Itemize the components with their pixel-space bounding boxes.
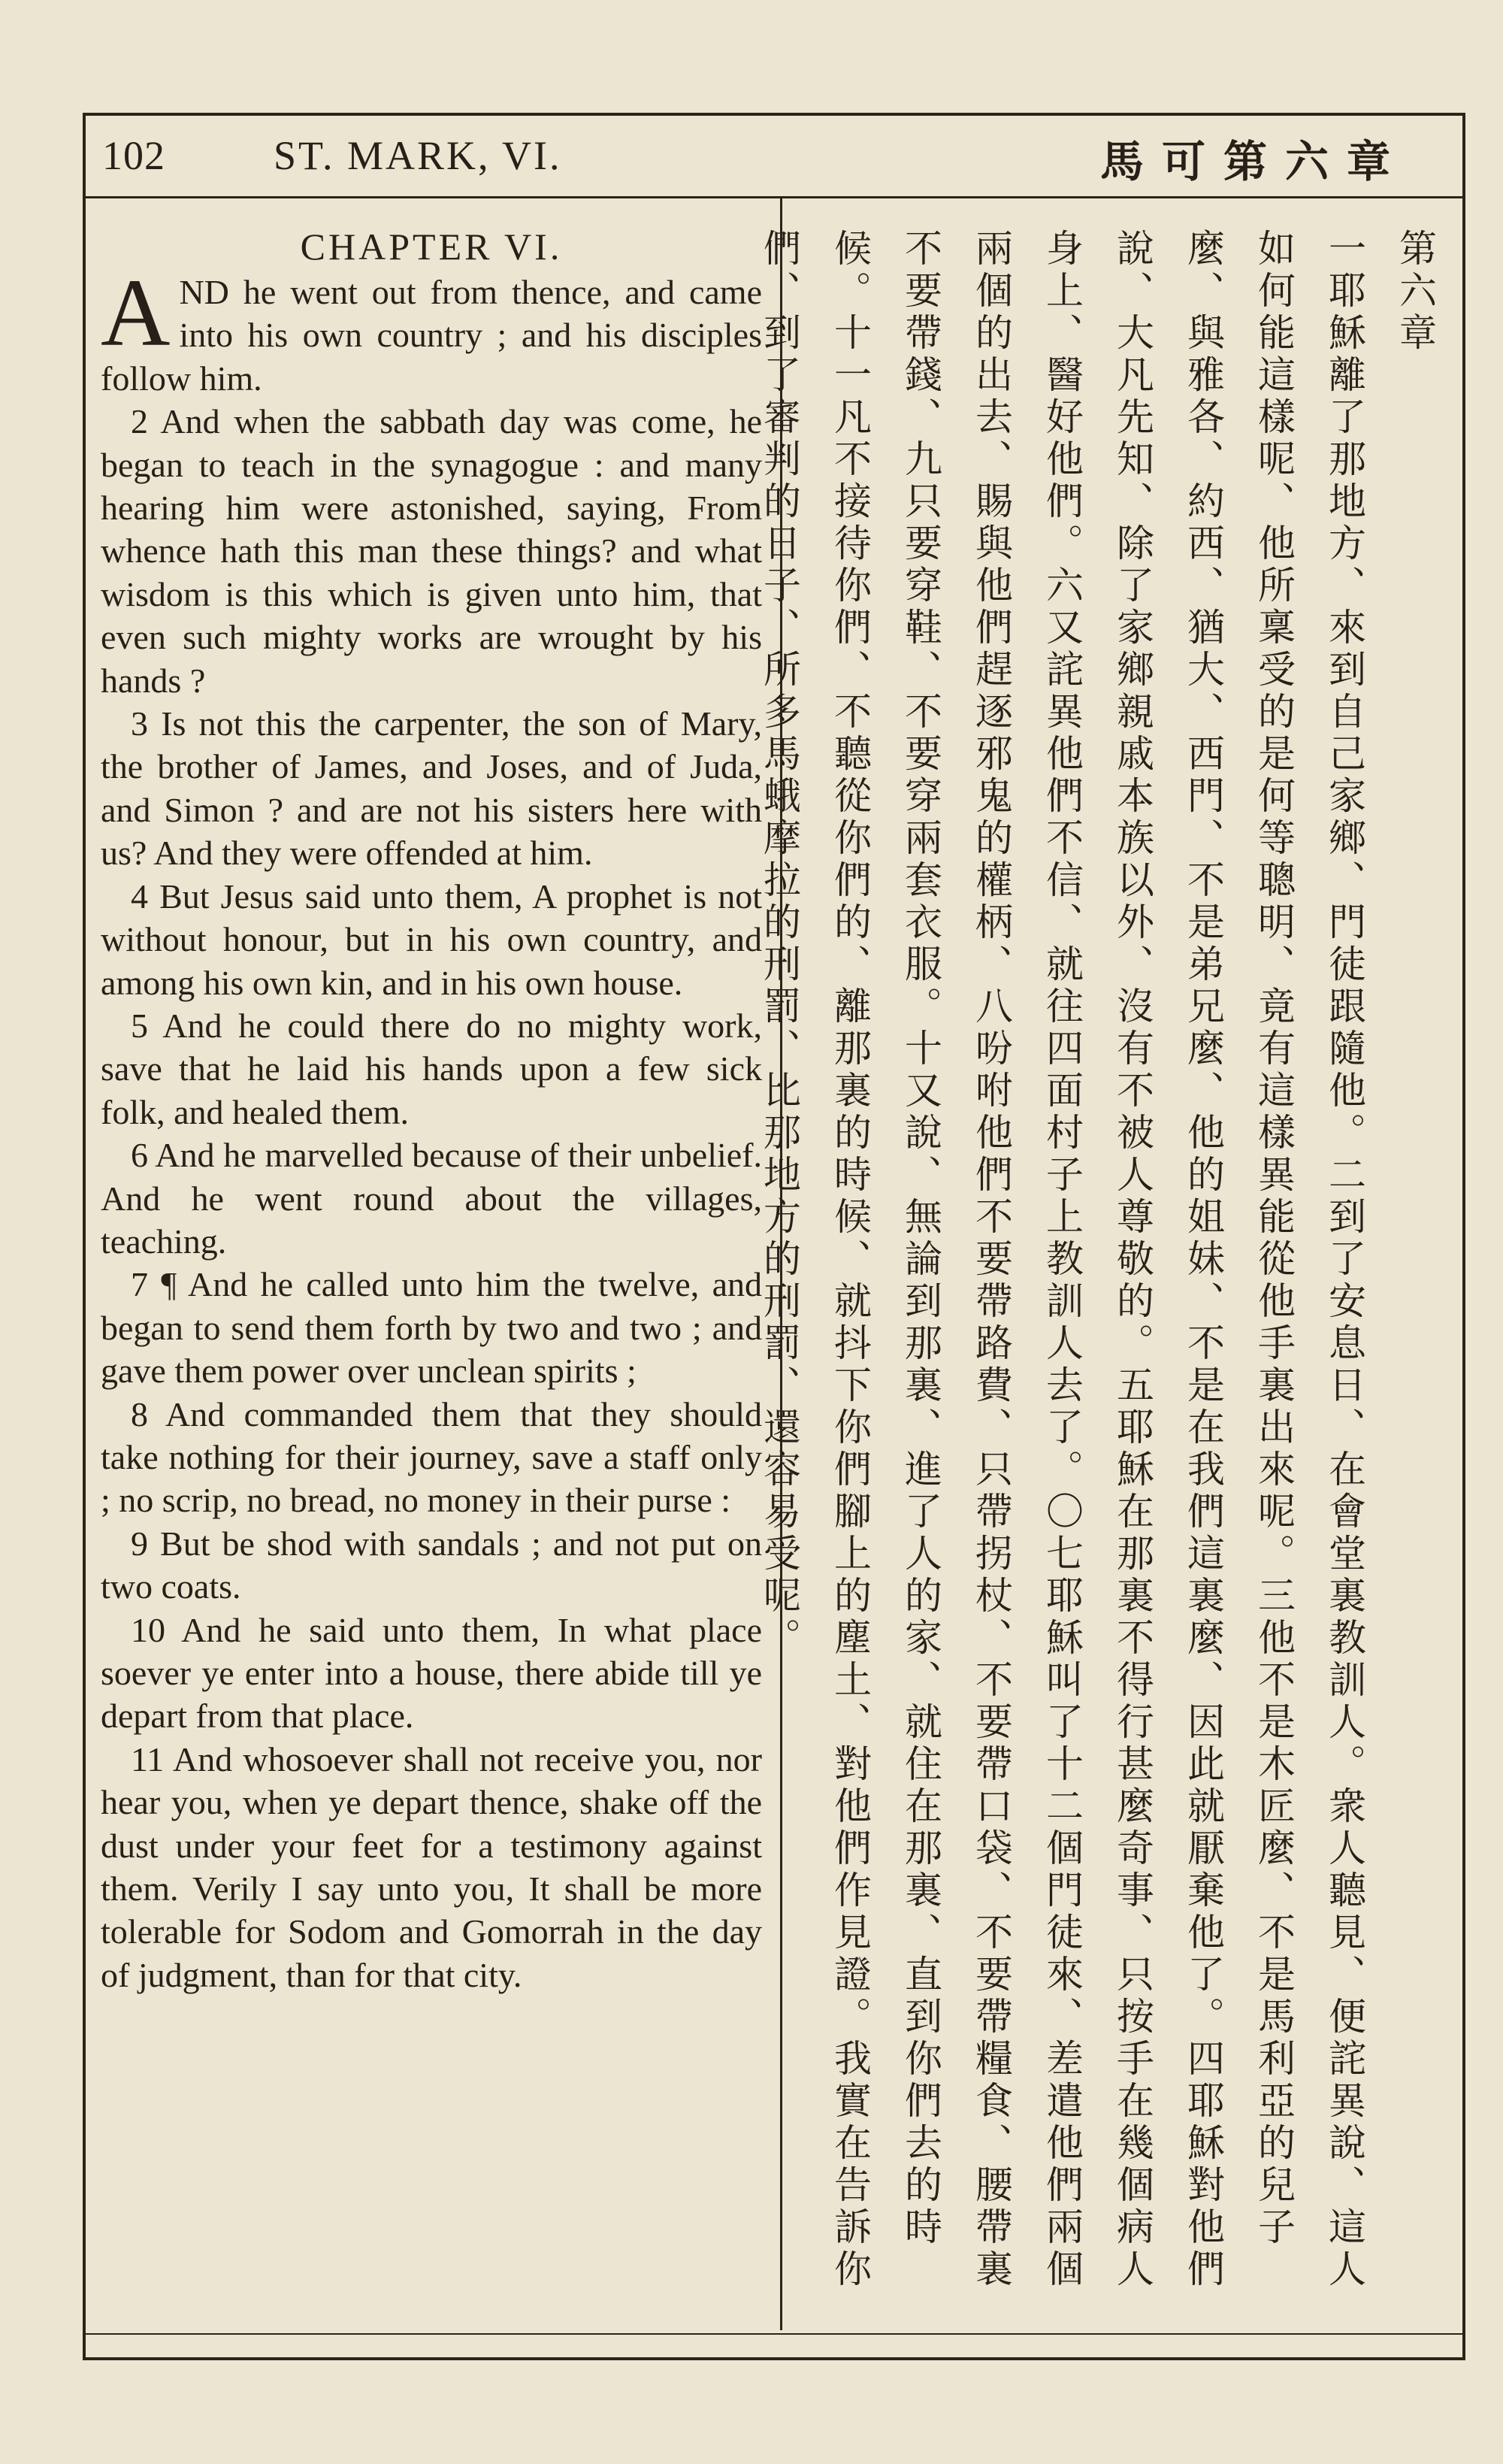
verse-2: 2 And when the sabbath day was come, he began to teach in the synagogue : and many hearing him were astonished, saying, From whence hath this man these things? and what wisdom is this which is given unto him, that even such mighty works are wrought by his hands ?: [101, 402, 762, 700]
verse-6: 6 And he marvelled because of their unbelief. And he went round about the villages, teaching.: [101, 1136, 762, 1261]
chinese-chapter-label: 第六章: [1393, 229, 1437, 355]
bottom-rule: [86, 2333, 1462, 2357]
drop-cap: A: [101, 259, 171, 366]
english-column: [101, 224, 762, 1996]
chinese-body: 一耶穌離了那地方、來到自己家鄉、門徒跟隨他。二到了安息日、在會堂裏教訓人。衆人聽見、便詫異說、這人如何能這樣呢、他所稟受的是何等聰明、竟有這樣異能從他手裏出來呢。三他不是木匠麼、不是馬利亞的兒子麼、與雅各、約西、猶大、西門、不是弟兄麼、他的姐妹、不是在我們這裏麼、因此就厭棄他了。四耶穌對他們說、大凡先知、除了家鄉親戚本族以外、沒有不被人尊敬的。五耶穌在那裏不得行甚麼奇事、只按手在幾個病人身上、醫好他們。六又詫異他們不信、就往四面村子上教訓人去了。〇七耶穌叫了十二個門徒來、差遣他們兩個兩個的出去、賜與他們趕逐邪鬼的權柄、八吩咐他們不要帶路費、只帶拐杖、不要帶口袋、不要帶糧食、腰帶裏不要帶錢、九只要穿鞋、不要穿兩套衣服。十又說、無論到那裏、進了人的家、就住在那裏、直到你們去的時候。十一凡不接待你們、不聽從你們的、離那裏的時候、就抖下你們腳上的塵土、對他們作見證。我實在告訴你們、到了審判的日子、所多馬蛾摩拉的刑罰、比那地方的刑罰、還容易受呢。: [758, 229, 1366, 2291]
verse-9: 9 But be shod with sandals ; and not put on two coats.: [101, 1524, 762, 1606]
verse-7: 7 ¶ And he called unto him the twelve, and began to send them forth by two and two ; and gave them power over unclean spirits ;: [101, 1265, 762, 1391]
verse-1: AND he went out from thence, and came into his own country ; and his disciples follow him.: [101, 259, 762, 398]
verse-4: 4 But Jesus said unto them, A prophet is not without honour, but in his own country, and among his own kin, and in his own house.: [101, 876, 762, 1002]
verse-5: 5 And he could there do no mighty work, save that he laid his hands upon a few sick folk, and healed them.: [101, 1006, 762, 1131]
page-header: [86, 116, 1462, 198]
running-title: ST. MARK, VI.: [274, 133, 562, 178]
verse-11: 11 And whosoever shall not receive you, nor hear you, when ye depart thence, shake off the dust under your feet for a testimony against them. Verily I say unto you, It shall be more tolerable for Sodom and Gomorrah in the day of judgment, than for that city.: [101, 1739, 762, 1994]
chinese-column: [758, 229, 1453, 2303]
page-frame: [83, 113, 1465, 2360]
chinese-vertical-text: [744, 229, 1450, 2303]
verse-3: 3 Is not this the carpenter, the son of Mary, the brother of James, and Joses, and of Juda, and Simon ? and are not his sisters here with us? And they were offended at him.: [101, 704, 762, 873]
chinese-running-title: 馬可第六章: [1099, 136, 1408, 187]
chapter-heading: CHAPTER VI.: [300, 226, 563, 268]
verse-10: 10 And he said unto them, In what place soever ye enter into a house, there abide till ye depart from that place.: [101, 1610, 762, 1736]
page-number: 102: [102, 133, 165, 178]
verse-8: 8 And commanded them that they should take nothing for their journey, save a staff only ; no scrip, no bread, no money in their purse :: [101, 1394, 762, 1520]
